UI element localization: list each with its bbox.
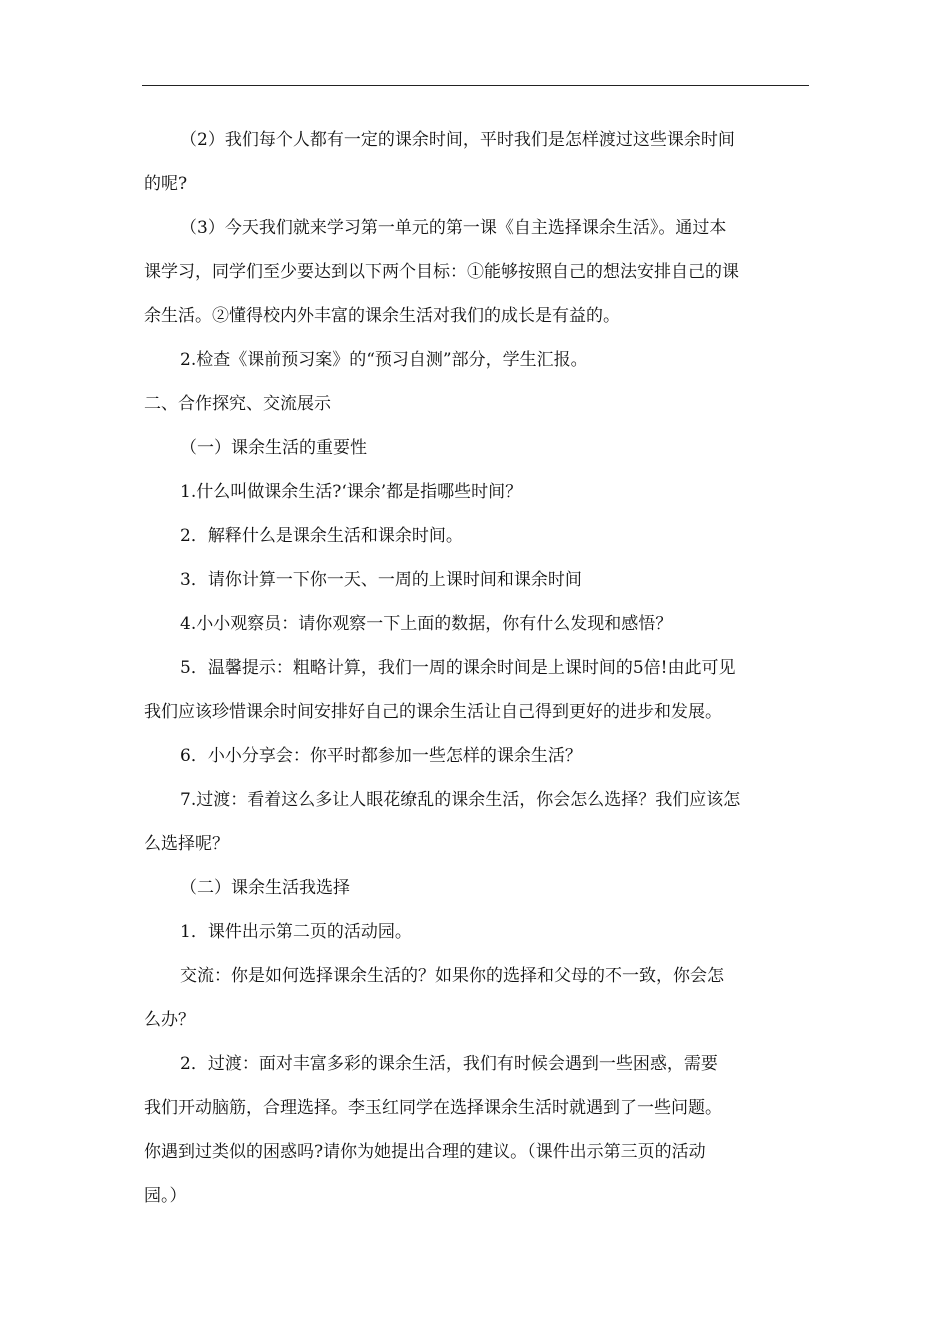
paragraph-line: 1．课件出示第二页的活动园。 <box>180 922 412 942</box>
subsection-heading: （二）课余生活我选择 <box>180 878 350 898</box>
paragraph-line: 交流：你是如何选择课余生活的？如果你的选择和父母的不一致，你会怎 <box>180 966 724 986</box>
paragraph-line: 我们应该珍惜课余时间安排好自己的课余生活让自己得到更好的进步和发展。 <box>144 702 722 722</box>
paragraph-line: 2．过渡：面对丰富多彩的课余生活，我们有时候会遇到一些困惑，需要 <box>180 1054 718 1074</box>
paragraph-line: 2.检查《课前预习案》的“预习自测”部分，学生汇报。 <box>180 350 588 370</box>
paragraph-line: 1.什么叫做课余生活?‘课余’都是指哪些时间？ <box>180 482 523 502</box>
paragraph-line: 3．请你计算一下你一天、一周的上课时间和课余时间 <box>180 570 582 590</box>
paragraph-line: 园。） <box>144 1186 187 1206</box>
paragraph-line: 2．解释什么是课余生活和课余时间。 <box>180 526 463 546</box>
body-text <box>144 118 810 1218</box>
paragraph-line: 么选择呢？ <box>144 834 229 854</box>
header-rule <box>142 85 809 86</box>
paragraph-line: 6．小小分享会：你平时都参加一些怎样的课余生活？ <box>180 746 582 766</box>
paragraph-line: 你遇到过类似的困惑吗?请你为她提出合理的建议。（课件出示第三页的活动 <box>144 1142 706 1162</box>
paragraph-line: （3）今天我们就来学习第一单元的第一课《自主选择课余生活》。通过本 <box>180 218 727 238</box>
paragraph-line: 么办？ <box>144 1010 195 1030</box>
paragraph-line: 4.小小观察员：请你观察一下上面的数据，你有什么发现和感悟？ <box>180 614 673 634</box>
paragraph-line: 5．温馨提示：粗略计算，我们一周的课余时间是上课时间的5倍!由此可见 <box>180 658 736 678</box>
paragraph-line: 7.过渡：看着这么多让人眼花缭乱的课余生活，你会怎么选择？我们应该怎 <box>180 790 741 810</box>
paragraph-line: 课学习，同学们至少要达到以下两个目标：①能够按照自己的想法安排自己的课 <box>144 262 739 282</box>
section-heading: 二、合作探究、交流展示 <box>144 394 331 414</box>
subsection-heading: （一）课余生活的重要性 <box>180 438 367 458</box>
paragraph-line: （2）我们每个人都有一定的课余时间，平时我们是怎样渡过这些课余时间 <box>180 130 735 150</box>
paragraph-line: 余生活。②懂得校内外丰富的课余生活对我们的成长是有益的。 <box>144 306 620 326</box>
paragraph-line: 我们开动脑筋，合理选择。李玉红同学在选择课余生活时就遇到了一些问题。 <box>144 1098 722 1118</box>
paragraph-line: 的呢? <box>144 174 188 194</box>
